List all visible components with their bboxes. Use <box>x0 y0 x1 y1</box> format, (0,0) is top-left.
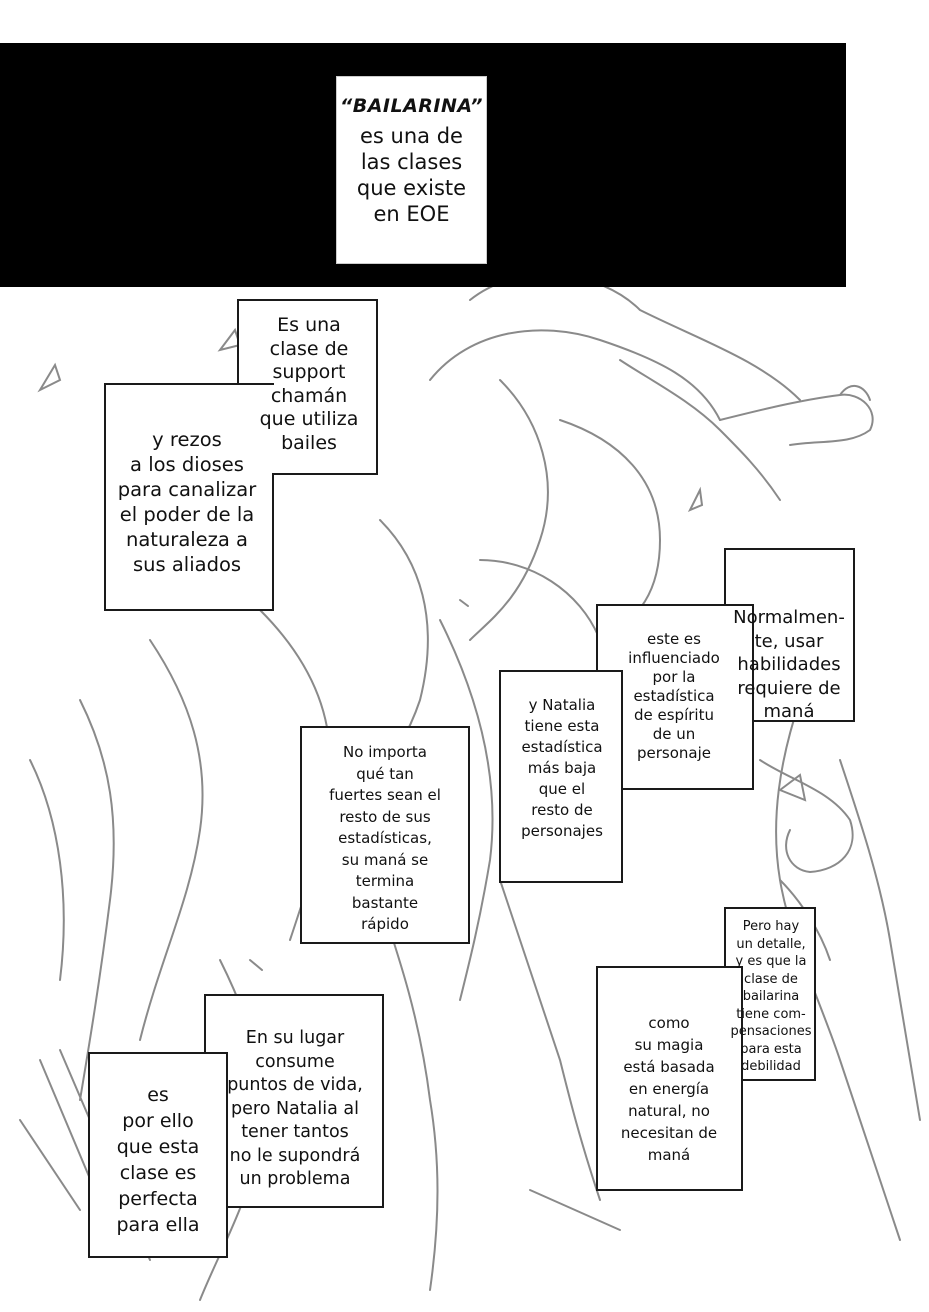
title-word: “BAILARINA” <box>340 95 483 117</box>
caption-spirit-stat: este es influenciado por la estadística de espíritu de un personaje <box>628 630 720 762</box>
title-text: es una de las clases que existe en EOE <box>356 124 467 226</box>
caption-natalia-stat: y Natalia tiene esta estadística más baja que el resto de personajes <box>521 696 603 840</box>
caption-perfect-class: es por ello que esta clase es perfecta para ella <box>116 1084 200 1236</box>
title-card <box>336 76 487 264</box>
caption-detail: Pero hay un detalle, y es que la clase de bailarina tiene com- pensaciones para esta debilidad <box>730 919 812 1074</box>
caption-stats: No importa qué tan fuertes sean el resto de sus estadísticas, su maná se termina bastante rápido <box>329 743 441 933</box>
caption-health-points: En su lugar consume puntos de vida, pero Natalia al tener tantos no le supondrá un problema <box>227 1028 363 1189</box>
caption-natural-energy: como su magia está basada en energía natural, no necesitan de maná <box>620 1014 718 1164</box>
caption-mana-usage: Normalmen- te, usar habilidades requiere de maná <box>733 607 845 722</box>
caption-prayers: y rezos a los dioses para canalizar el poder de la naturaleza a sus aliados <box>117 428 257 576</box>
caption-class-support: Es una clase de support chamán que utiliza bailes <box>259 314 359 454</box>
